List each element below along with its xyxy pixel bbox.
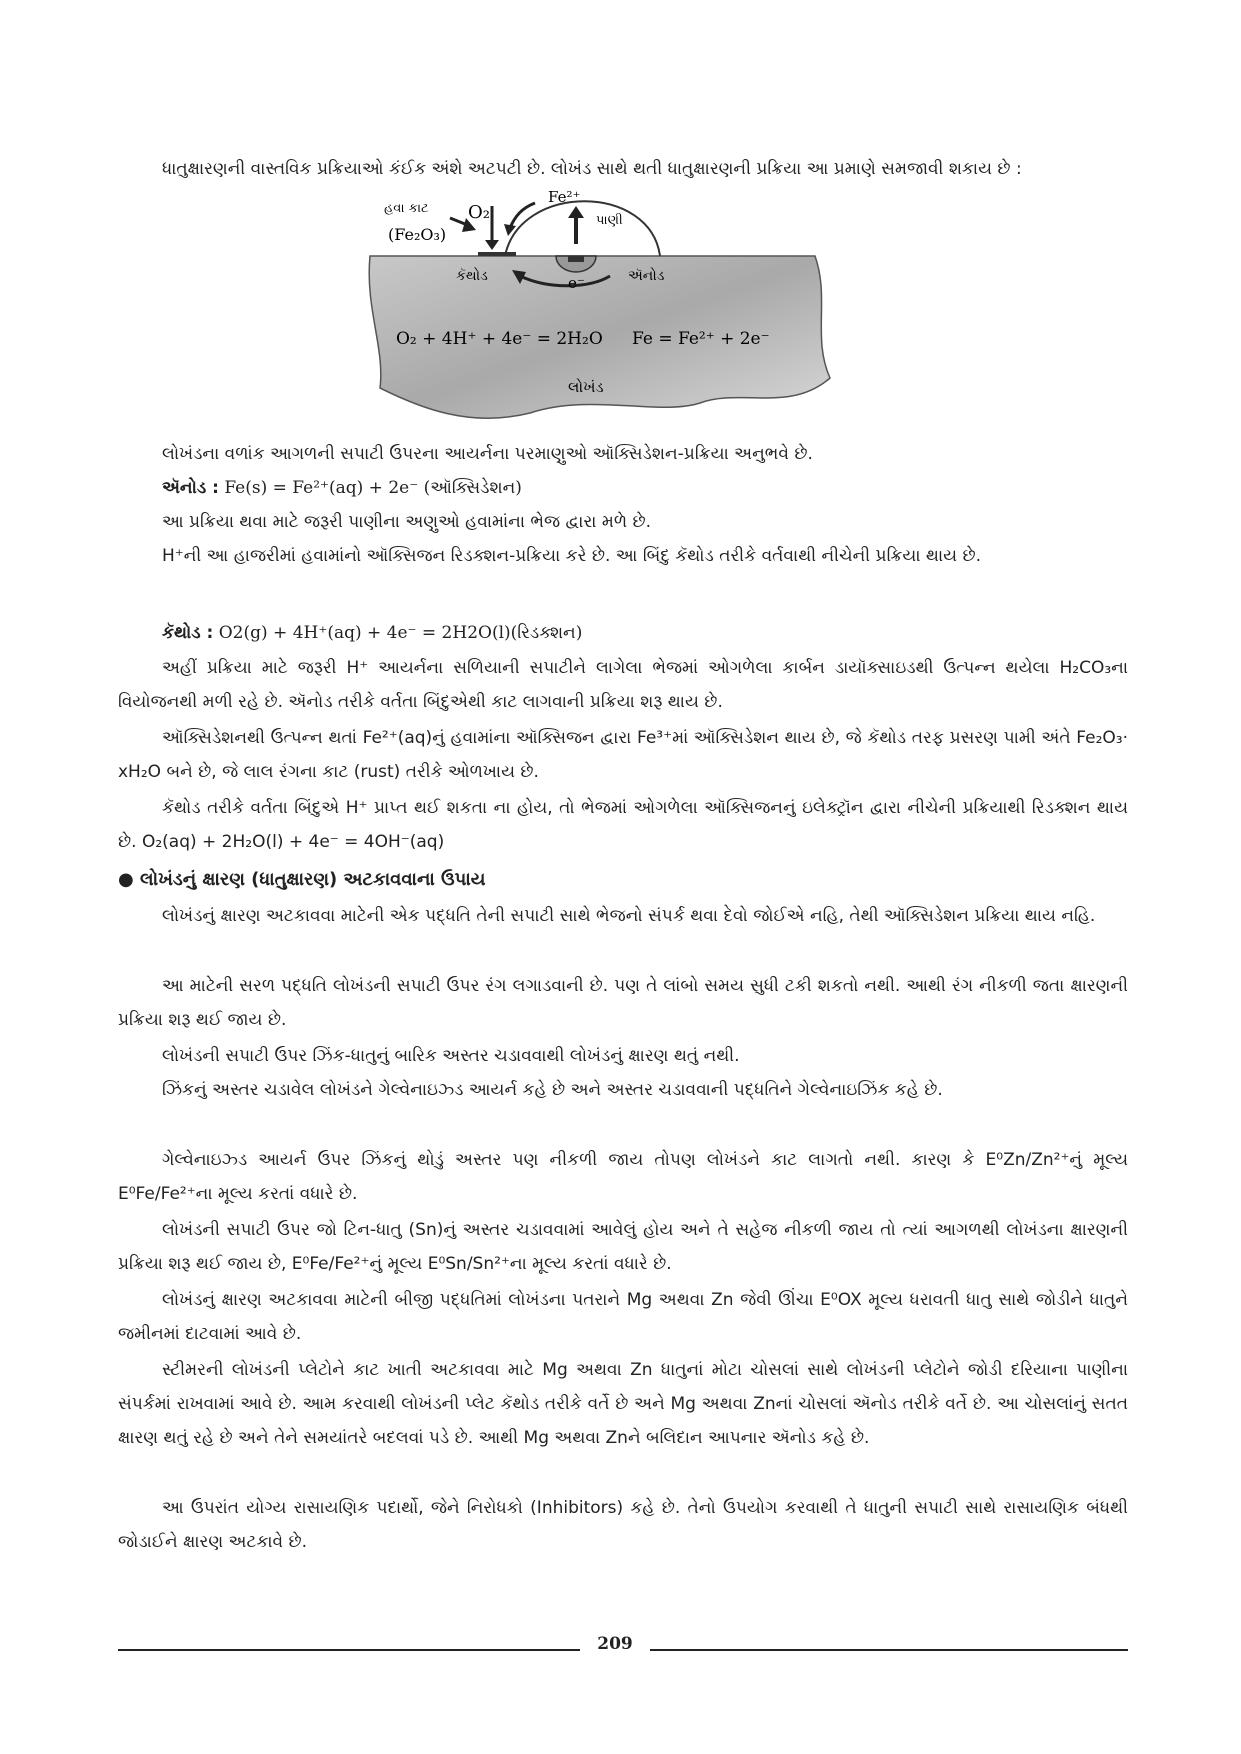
rust-formula: (Fe₂O₃) xyxy=(388,225,447,244)
water-droplet xyxy=(505,201,660,256)
water-label: પાણી xyxy=(596,213,623,228)
page-number: 209 xyxy=(597,1634,633,1654)
paragraph-2: આ પ્રક્રિયા થવા માટે જરૂરી પાણીના અણુઓ હવામાંના ભેજ દ્વારા મળે છે. xyxy=(162,512,652,532)
cathode-label: કૅથોડ xyxy=(456,268,488,284)
anode-reaction-label: ઍનોડ : xyxy=(162,478,219,498)
paragraph-15: આ ઉપરાંત યોગ્ય રાસાયણિક પદાર્થો, જેને નિરોધકો (Inhibitors) કહે છે. તેનો ઉપયોગ કરવાથી તે ધાતુની સપાટી સાથે રાસાયણિક બંધથી જોડાઈને ક્ષારણ અટકાવે છે. xyxy=(118,1498,1128,1552)
footer-rule-right xyxy=(650,1649,1128,1651)
paragraph-14: સ્ટીમરની લોખંડની પ્લેટોને કાટ ખાતી અટકાવવા માટે Mg અથવા Zn ધાતુનાં મોટા ચોસલાં સાથે લોખંડની પ્લેટોને જોડી દરિયાના પાણીના સંપર્કમાં રાખવામાં આવે છે. આમ કરવાથી લોખંડની પ્લેટ કૅથોડ તરીકે વર્તે છે અને Mg અથવા Znનાં ચોસલાં ઍનોડ તરીકે વર્તે છે. આ ચોસલાંનું સતત ક્ષારણ થતું રહે છે અને તેને સમયાંતરે બદલવાં પડે છે. આથી Mg અથવા Znને બલિદાન આપનાર ઍનોડ કહે છે. xyxy=(118,1360,1128,1448)
footer-rule-left xyxy=(118,1649,580,1651)
fe2plus-label: Fe²⁺ xyxy=(548,188,581,206)
o2-label: O₂ xyxy=(468,202,490,223)
intro-paragraph: ધાતુક્ષારણની વાસ્તવિક પ્રક્રિયાઓ કંઈક અંશે અટપટી છે. લોખંડ સાથે થતી ધાતુક્ષારણની પ્રક્રિયા આ પ્રમાણે સમજાવી શકાય છે : xyxy=(162,159,1022,179)
paragraph-12: લોખંડની સપાટી ઉપર જો ટિન-ધાતુ (Sn)નું અસ્તર ચડાવવામાં આવેલું હોય અને તે સહેજ નીકળી જાય તો ત્યાં આગળથી લોખંડના ક્ષારણની પ્રક્રિયા શરૂ થઈ જાય છે, E⁰Fe/Fe²⁺નું મૂલ્ય E⁰Sn/Sn²⁺ના મૂલ્ય કરતાં વધારે છે. xyxy=(118,1220,1128,1274)
paragraph-4: અહીં પ્રક્રિયા માટે જરૂરી H⁺ આયર્નના સળિયાની સપાટીને લાગેલા ભેજમાં ઓગળેલા કાર્બન ડાયૉક્સાઇડથી ઉત્પન્ન થયેલા H₂CO₃ના વિયોજનથી મળી રહે છે. ઍનોડ તરીકે વર્તતા બિંદુએથી કાટ લાગવાની પ્રક્રિયા શરૂ થાય છે. xyxy=(118,658,1128,712)
paragraph-5: ઑક્સિડેશનથી ઉત્પન્ન થતાં Fe²⁺(aq)નું હવામાંના ઑક્સિજન દ્વારા Fe³⁺માં ઑક્સિડેશન થાય છે, જે કૅથોડ તરફ પ્રસરણ પામી અંતે Fe₂O₃· xH₂O બને છે, જે લાલ રંગના કાટ (rust) તરીકે ઓળખાય છે. xyxy=(118,728,1128,782)
rust-label: હવા કાટ xyxy=(384,201,429,216)
paragraph-8: આ માટેની સરળ પદ્ધતિ લોખંડની સપાટી ઉપર રંગ લગાડવાની છે. પણ તે લાંબો સમય સુધી ટકી શકતો નથી. આથી રંગ નીકળી જતા ક્ષારણની પ્રક્રિયા શરૂ થઈ જાય છે. xyxy=(118,976,1128,1030)
paragraph-1: લોખંડના વળાંક આગળની સપાટી ઉપરના આયર્નના પરમાણુઓ ઑક્સિડેશન-પ્રક્રિયા અનુભવે છે. xyxy=(162,444,813,464)
paragraph-3: H⁺ની આ હાજરીમાં હવામાંનો ઑક્સિજન રિડક્શન-પ્રક્રિયા કરે છે. આ બિંદુ કૅથોડ તરીકે વર્તવાથી નીચેની પ્રક્રિયા થાય છે. xyxy=(162,546,981,566)
paragraph-10: ઝિંકનું અસ્તર ચડાવેલ લોખંડને ગેલ્વેનાઇઝ્ડ આયર્ન કહે છે અને અસ્તર ચડાવવાની પદ્ધતિને ગેલ્વેનાઇઝિંક કહે છે. xyxy=(162,1080,943,1100)
paragraph-6: કૅથોડ તરીકે વર્તતા બિંદુએ H⁺ પ્રાપ્ત થઈ શકતા ના હોય, તો ભેજમાં ઓગળેલા ઑક્સિજનનું ઇલેક્ટ્રૉન દ્વારા નીચેની પ્રક્રિયાથી રિડક્શન થાય છે. O₂(aq) + 2H₂O(l) + 4e⁻ = 4OH⁻(aq) xyxy=(118,798,1128,852)
paragraph-7: લોખંડનું ક્ષારણ અટકાવવા માટેની એક પદ્ધતિ તેની સપાટી સાથે ભેજનો સંપર્ક થવા દેવો જોઈએ નહિ, તેથી ઑક્સિડેશન પ્રક્રિયા થાય નહિ. xyxy=(162,906,1096,926)
paragraph-11: ગેલ્વેનાઇઝ્ડ આયર્ન ઉપર ઝિંકનું થોડું અસ્તર પણ નીકળી જાય તોપણ લોખંડને કાટ લાગતો નથી. કારણ કે E⁰Zn/Zn²⁺નું મૂલ્ય E⁰Fe/Fe²⁺ના મૂલ્ય કરતાં વધારે છે. xyxy=(118,1150,1128,1204)
electron-label: e⁻ xyxy=(568,274,585,292)
cathode-reaction-label: કૅથોડ : xyxy=(162,623,214,643)
anode-equation: Fe = Fe²⁺ + 2e⁻ xyxy=(632,329,770,349)
corrosion-diagram xyxy=(360,188,890,428)
cathode-reaction xyxy=(162,616,582,650)
paragraph-9: લોખંડની સપાટી ઉપર ઝિંક-ધાતુનું બારિક અસ્તર ચડાવવાથી લોખંડનું ક્ષારણ થતું નથી. xyxy=(162,1046,740,1066)
anode-reaction xyxy=(162,471,522,505)
section-heading: ● લોખંડનું ક્ષારણ (ધાતુક્ષારણ) અટકાવવાના ઉપાય xyxy=(118,869,486,890)
anode-reaction-equation: Fe(s) = Fe²⁺(aq) + 2e⁻ (ઑક્સિડેશન) xyxy=(224,478,522,498)
iron-label: લોખંડ xyxy=(568,378,604,396)
anode-label: ઍનોડ xyxy=(628,268,665,284)
paragraph-13: લોખંડનું ક્ષારણ અટકાવવા માટેની બીજી પદ્ધતિમાં લોખંડના પતરાને Mg અથવા Zn જેવી ઊંચા E⁰OX મૂલ્ય ધરાવતી ધાતુ સાથે જોડીને ધાતુને જમીનમાં દાટવામાં આવે છે. xyxy=(118,1290,1128,1344)
cathode-equation: O₂ + 4H⁺ + 4e⁻ = 2H₂O xyxy=(396,329,603,349)
cathode-reaction-equation: O2(g) + 4H⁺(aq) + 4e⁻ = 2H2O(l)(રિડક્શન) xyxy=(218,623,583,643)
